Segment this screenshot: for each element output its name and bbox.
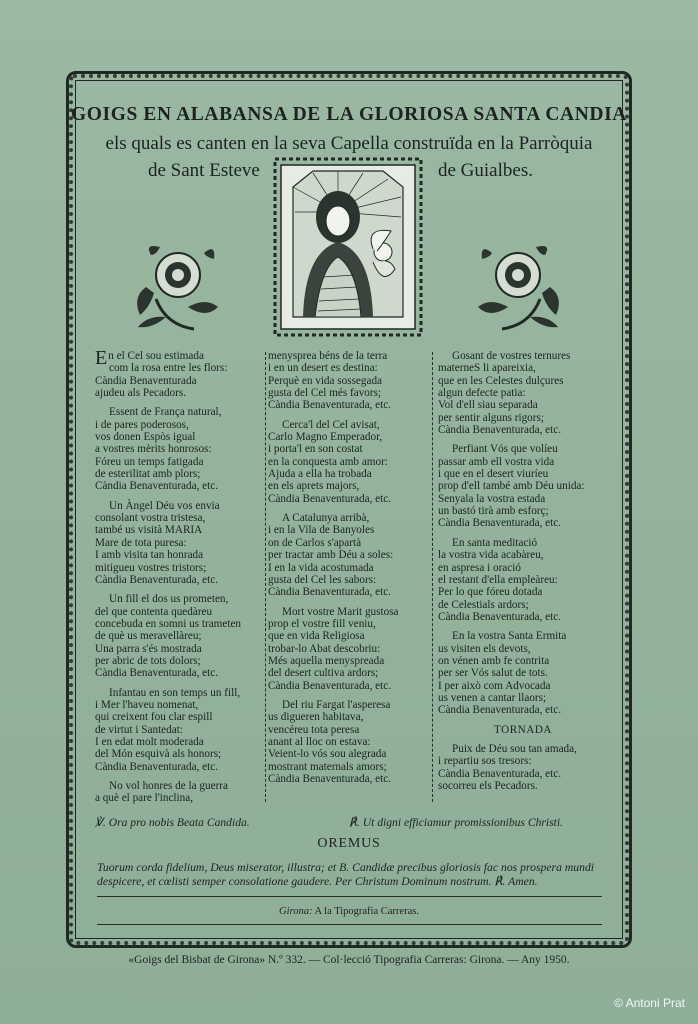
verse-line xyxy=(268,680,438,692)
verse-line xyxy=(268,493,438,505)
verse-line xyxy=(268,630,438,642)
versicle-left: ℣. Ora pro nobis Beata Candida. xyxy=(95,816,250,829)
verse-text: Càndia Benaventurada, etc. xyxy=(95,667,219,680)
verse-line xyxy=(268,761,438,773)
verse-line xyxy=(268,574,438,586)
verse-text: us digueren habitava, xyxy=(268,711,364,724)
stanza-gap xyxy=(438,530,608,537)
verse-line xyxy=(268,586,438,598)
verse-line xyxy=(268,606,438,618)
verse-text: Ajuda a ella ha trobada xyxy=(268,468,372,481)
verse-text: I amb visita tan honrada xyxy=(95,549,204,562)
verse-line xyxy=(95,655,270,667)
verse-line xyxy=(438,755,608,767)
verse-text: us visiten els devots, xyxy=(438,642,531,655)
verse-text: Càndia Benaventurada xyxy=(95,374,197,387)
verse-text: Un Àngel Déu vos envia xyxy=(109,499,220,512)
verse-line xyxy=(95,419,270,431)
verse-text: trobar-lo Abat descobriu: xyxy=(268,642,381,655)
verse-text: de què us meravellàreu; xyxy=(95,630,202,643)
stanza-gap xyxy=(438,736,608,743)
verse-text: Més aquella menyspreada xyxy=(268,654,385,667)
verse-line xyxy=(95,431,270,443)
title-line-1: GOIGS EN ALABANSA DE LA GLORIOSA SANTA CANDIA xyxy=(71,104,627,125)
verse-text: materneS li apareixia, xyxy=(438,362,536,375)
verse-line xyxy=(438,537,608,549)
verse-text: Càndia Benaventurada, etc. xyxy=(268,492,392,505)
verse-line xyxy=(95,387,270,399)
verse-text: en aspresa i oració xyxy=(438,561,521,574)
verse-text: i de pares poderosos, xyxy=(95,418,189,431)
verse-text: menysprea béns de la terra xyxy=(268,350,388,362)
verse-text: Carlo Magno Emperador, xyxy=(268,431,383,444)
verse-text: i porta'l en son costat xyxy=(268,443,363,456)
verse-text: i en un desert es destina: xyxy=(268,362,378,375)
verse-line xyxy=(438,517,608,529)
tornada-heading xyxy=(438,724,608,736)
stanza-gap xyxy=(268,505,438,512)
saint-with-angel-woodcut-icon xyxy=(273,157,423,337)
verse-line xyxy=(438,704,608,716)
stanza-gap xyxy=(438,623,608,630)
verse-text: un bastó tirà amb esforç; xyxy=(438,505,549,518)
verse-line xyxy=(438,549,608,561)
verse-text: consolant vostra tristesa, xyxy=(95,512,206,525)
stanza-gap xyxy=(95,493,270,500)
verse-text: del que contenta quedàreu xyxy=(95,605,213,618)
verse-text: del Món esquivà als honors; xyxy=(95,748,222,761)
verse-text: Càndia Benaventurada, etc. xyxy=(268,399,392,412)
verse-line xyxy=(268,419,438,431)
verse-text: gusta del Cel les sabors: xyxy=(268,573,377,586)
verse-line xyxy=(268,655,438,667)
verse-text: Càndia Benaventurada, etc. xyxy=(438,767,562,780)
verse-line xyxy=(438,611,608,623)
verse-text: a vostres mèrits honrosos: xyxy=(95,443,212,456)
verse-line xyxy=(95,375,270,387)
verse-text: Una parra s'és mostrada xyxy=(95,642,202,655)
verse-line xyxy=(95,618,270,630)
verse-text: prop d'ell també amb Déu unida: xyxy=(438,480,585,493)
versicle-right: ℟. Ut digni efficiamur promissionibus Christi. xyxy=(349,816,563,829)
verse-text: I per això com Advocada xyxy=(438,679,551,692)
verse-line xyxy=(438,643,608,655)
verse-text: Per lo que fóreu dotada xyxy=(438,586,543,599)
rose-ornament-left-icon xyxy=(126,237,226,337)
verse-text: concebuda en somni us trameten xyxy=(95,617,242,630)
verse-column-1 xyxy=(95,347,270,805)
verse-line xyxy=(268,562,438,574)
stanza-gap xyxy=(95,399,270,406)
verse-text: Càndia Benaventurada, etc. xyxy=(438,424,562,437)
verse-line xyxy=(95,780,270,792)
verse-text: Vol d'ell siau separada xyxy=(438,399,538,412)
verse-text: Càndia Benaventurada, etc. xyxy=(268,679,392,692)
verse-text: n el Cel sou estimada xyxy=(108,350,204,362)
verse-line xyxy=(95,687,270,699)
verse-text: ajudeu als Pecadors. xyxy=(95,387,187,400)
verse-text: i Mer l'haveu nomenat, xyxy=(95,698,199,711)
verse-line xyxy=(95,724,270,736)
verse-line xyxy=(438,655,608,667)
verse-line xyxy=(95,512,270,524)
divider-rule xyxy=(97,896,602,897)
verse-text: on de Carlos s'apartà xyxy=(268,536,362,549)
verse-line xyxy=(438,350,608,362)
verse-text: Infantau en son temps un fill, xyxy=(109,686,241,699)
stanza-gap xyxy=(95,773,270,780)
verse-line xyxy=(95,549,270,561)
verse-text: Càndia Benaventurada, etc. xyxy=(95,760,219,773)
verse-line xyxy=(438,424,608,436)
verse-line xyxy=(438,468,608,480)
verse-text: Gosant de vostres ternures xyxy=(452,350,571,362)
verse-line xyxy=(95,593,270,605)
verse-text: vencéreu tota peresa xyxy=(268,723,360,736)
verse-line xyxy=(438,562,608,574)
rose-ornament-right-icon xyxy=(470,237,570,337)
verse-line xyxy=(268,736,438,748)
verse-line xyxy=(268,468,438,480)
verse-text: Essent de França natural, xyxy=(109,406,222,419)
verse-line xyxy=(95,761,270,773)
verse-line xyxy=(268,711,438,723)
verse-line xyxy=(438,667,608,679)
verse-text: Del riu Fargat l'asperesa xyxy=(282,698,391,711)
verse-text: Mare de tota puresa: xyxy=(95,536,187,549)
drop-cap: E xyxy=(95,347,108,369)
verse-text: com la rosa entre les flors: xyxy=(109,362,228,375)
verse-line xyxy=(95,456,270,468)
verse-line xyxy=(438,586,608,598)
verse-line xyxy=(438,692,608,704)
footer-caption: «Goigs del Bisbat de Girona» N.º 332. — Col·lecció Tipografia Carreras: Girona. — Any 1950. xyxy=(128,954,570,966)
verse-text: Un fill el dos us prometen, xyxy=(109,593,229,606)
verse-line xyxy=(95,667,270,679)
verse-text: i repartiu sos tresors: xyxy=(438,755,532,768)
stanza-gap xyxy=(438,717,608,724)
verse-text: A Catalunya arribà, xyxy=(282,512,370,525)
verse-line xyxy=(268,724,438,736)
verse-text: Càndia Benaventurada, etc. xyxy=(438,610,562,623)
verse-text: també us visità MARIA xyxy=(95,524,203,537)
verse-text: Càndia Benaventurada, etc. xyxy=(268,586,392,599)
verse-line xyxy=(438,456,608,468)
verse-line xyxy=(95,792,270,804)
verse-text: TORNADA xyxy=(494,723,552,736)
verse-text: passar amb ell vostra vida xyxy=(438,455,555,468)
title-line-3-right: de Guialbes. xyxy=(438,160,533,181)
verse-line xyxy=(95,443,270,455)
verse-line xyxy=(95,748,270,760)
verse-line xyxy=(438,574,608,586)
verse-text: prop el vostre fill veniu, xyxy=(268,617,376,630)
verse-line xyxy=(95,500,270,512)
verse-text: Senyala la vostra estada xyxy=(438,492,546,505)
stanza-gap xyxy=(438,436,608,443)
verse-text: on vénen amb fe contrita xyxy=(438,654,550,667)
verse-text: de esterilitat amb plors; xyxy=(95,468,201,481)
verse-line xyxy=(268,362,438,374)
verse-line xyxy=(268,512,438,524)
verse-text: Càndia Benaventurada, etc. xyxy=(268,773,392,785)
stanza-gap xyxy=(95,586,270,593)
verse-text: mostrant maternals amors; xyxy=(268,760,387,773)
verse-text: la vostra vida acabàreu, xyxy=(438,549,544,562)
verse-line xyxy=(438,387,608,399)
verse-text: algun defecte patia: xyxy=(438,387,526,400)
verse-line xyxy=(268,618,438,630)
verse-text: Càndia Benaventurada, etc. xyxy=(438,704,562,717)
verse-text: del desert cultiva ardors; xyxy=(268,667,379,680)
verse-line xyxy=(95,468,270,480)
verse-line xyxy=(95,643,270,655)
verse-line xyxy=(268,480,438,492)
verse-line xyxy=(95,406,270,418)
verse-line xyxy=(268,549,438,561)
verse-line xyxy=(268,350,438,362)
verse-text: mitigueu vostres tristors; xyxy=(95,561,207,574)
verse-text: No vol honres de la guerra xyxy=(109,780,228,792)
verse-text: socorreu els Pecadors. xyxy=(438,780,538,792)
verse-text: per sentir alguns rigors; xyxy=(438,411,544,424)
verse-text: per tractar amb Déu a soles: xyxy=(268,549,394,562)
verse-line xyxy=(95,480,270,492)
verse-line xyxy=(95,562,270,574)
verse-text: I en la vida acostumada xyxy=(268,561,374,574)
verse-text: Fóreu un temps fatigada xyxy=(95,455,204,468)
verse-text: Puix de Déu sou tan amada, xyxy=(452,742,577,755)
verse-line xyxy=(438,599,608,611)
verse-line xyxy=(268,387,438,399)
divider-rule xyxy=(97,924,602,925)
verse-text: vos donen Espòs igual xyxy=(95,431,196,444)
verse-text: En santa meditació xyxy=(452,536,538,549)
title-line-3-left: de Sant Esteve xyxy=(148,160,260,181)
verse-text: que en les Celestes dulçures xyxy=(438,374,564,387)
printer-place: Girona: xyxy=(279,906,313,917)
verse-text: Càndia Benaventurada, etc. xyxy=(95,573,219,586)
verse-line xyxy=(95,537,270,549)
verse-line xyxy=(268,443,438,455)
verse-line xyxy=(268,399,438,411)
stanza-gap xyxy=(268,412,438,419)
printer-name: A la Tipografia Carreras. xyxy=(314,906,419,917)
verse-line xyxy=(268,524,438,536)
verse-line xyxy=(438,780,608,792)
oremus-heading: OREMUS xyxy=(317,836,381,851)
verse-line xyxy=(438,375,608,387)
verse-text: per ser Vós salut de tots. xyxy=(438,667,548,680)
prayer-text: Tuorum corda fidelium, Deus miserator, illustra; et B. Candidæ precibus gloriosis fac nos prospera mundi despicere, et cœlisti semper consolatione gaudere. Per Christum Dominum nostrum. ℟. Amen. xyxy=(97,861,595,888)
image-credit: © Antoni Prat xyxy=(614,996,685,1010)
verse-line xyxy=(95,606,270,618)
verse-line xyxy=(268,456,438,468)
verse-text: en la conquesta amb amor: xyxy=(268,455,388,468)
verse-text: En la vostra Santa Ermita xyxy=(452,630,567,643)
verse-line xyxy=(268,667,438,679)
verse-text: Veient-lo vós sou alegrada xyxy=(268,748,387,761)
verse-line xyxy=(268,431,438,443)
verse-line xyxy=(268,773,438,785)
verse-line xyxy=(95,699,270,711)
verse-line xyxy=(438,412,608,424)
verse-line xyxy=(268,375,438,387)
verse-text: us venen a cantar llaors; xyxy=(438,691,547,704)
verse-text: Cerca'l del Cel avisat, xyxy=(282,418,380,431)
verse-line xyxy=(438,480,608,492)
verse-text: anant al lloc on estava: xyxy=(268,735,371,748)
verse-line xyxy=(268,699,438,711)
verse-line xyxy=(438,505,608,517)
verse-text: Mort vostre Marit gustosa xyxy=(282,605,399,618)
printer-line xyxy=(0,906,698,917)
verse-line xyxy=(438,399,608,411)
verse-text: qui creixent fou clar espill xyxy=(95,711,213,724)
verse-text: i en la Vila de Banyoles xyxy=(268,524,375,537)
verse-line xyxy=(438,680,608,692)
verse-text: de virtut i Santedat: xyxy=(95,723,183,736)
verse-line xyxy=(268,748,438,760)
verse-line xyxy=(95,736,270,748)
verse-text: Càndia Benaventurada, etc. xyxy=(95,480,219,493)
verse-line xyxy=(268,643,438,655)
stanza-gap xyxy=(268,599,438,606)
verse-line xyxy=(95,362,270,374)
verse-column-2 xyxy=(268,350,438,785)
verse-line xyxy=(95,711,270,723)
verse-line xyxy=(438,362,608,374)
verse-text: per abric de tots dolors; xyxy=(95,654,201,667)
verse-line xyxy=(95,630,270,642)
verse-text: a què el pare l'inclina, xyxy=(95,792,193,805)
title-line-2: els quals es canten en la seva Capella construïda en la Parròquia xyxy=(105,133,593,154)
verse-line xyxy=(268,537,438,549)
verse-line xyxy=(438,630,608,642)
verse-text: gusta del Cel més favors; xyxy=(268,387,382,400)
verse-text: Perquè en vida sossegada xyxy=(268,374,383,387)
verse-text: de Celestials ardors; xyxy=(438,598,529,611)
verse-text: que en vida Religiosa xyxy=(268,630,365,643)
verse-text: en els aprets majors, xyxy=(268,480,360,493)
verse-line xyxy=(438,443,608,455)
stanza-gap xyxy=(268,692,438,699)
verse-text: Perfiant Vós que volíeu xyxy=(452,443,558,456)
verse-text: Càndia Benaventurada, etc. xyxy=(438,517,562,530)
verse-line xyxy=(438,743,608,755)
verse-text: I en edat molt moderada xyxy=(95,735,204,748)
verse-text: el restant d'ella empleàreu: xyxy=(438,573,558,586)
verse-line xyxy=(95,574,270,586)
verse-text: i que en el desert viuríeu xyxy=(438,468,549,481)
verse-line xyxy=(438,493,608,505)
verse-line xyxy=(438,768,608,780)
verse-line xyxy=(95,524,270,536)
stanza-gap xyxy=(95,680,270,687)
verse-column-3 xyxy=(438,350,608,792)
